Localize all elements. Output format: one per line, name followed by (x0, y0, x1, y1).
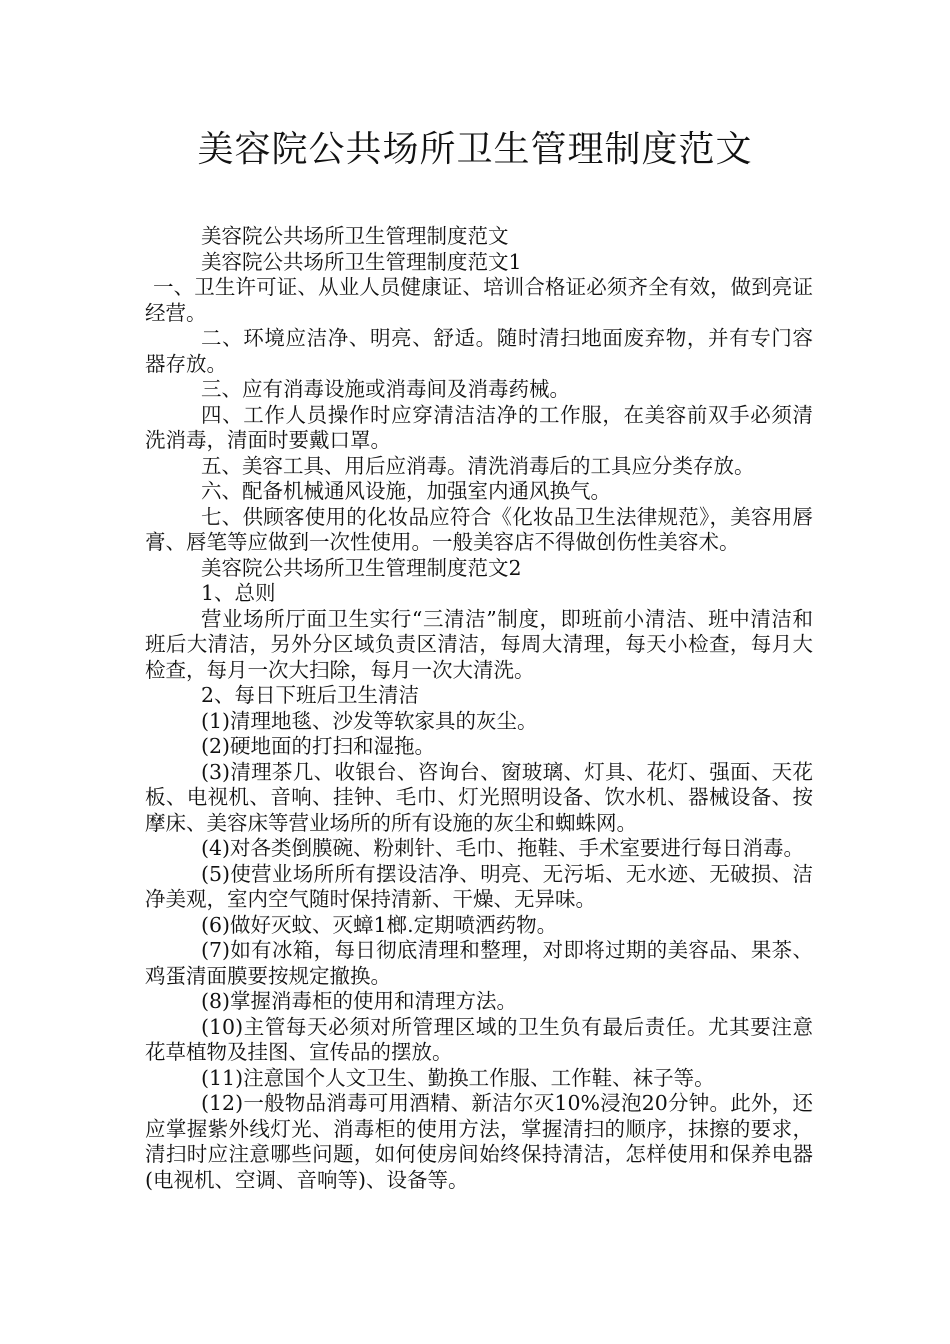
paragraph: 美容院公共场所卫生管理制度范文 (201, 224, 509, 248)
paragraph: 七、供顾客使用的化妆品应符合《化妆品卫生法律规范》，美容用唇膏、唇笔等应做到一次性使用。一般美容店不得做创伤性美容术。 (145, 504, 813, 554)
paragraph: (8)掌握消毒柜的使用和清理方法。 (201, 989, 518, 1013)
paragraph: (2)硬地面的打扫和湿拖。 (201, 734, 436, 758)
paragraph: (1)清理地毯、沙发等软家具的灰尘。 (201, 708, 538, 733)
paragraph: 二、环境应洁净、明亮、舒适。随时清扫地面废弃物，并有专门容器存放。 (145, 326, 813, 376)
paragraph: 六、配备机械通风设施，加强室内通风换气。 (201, 479, 611, 503)
paragraph: 1、总则 (201, 581, 276, 605)
paragraph: (12)一般物品消毒可用酒精、新洁尔灭10%浸泡20分钟。此外，还应掌握紫外线灯光、消毒柜的使用方法，掌握清扫的顺序，抹擦的要求，清扫时应注意哪些问题，如何使房间始终保持清洁，怎样使用和保养电器(电视机、空调、音响等)、设备等。 (145, 1091, 813, 1192)
paragraph: (7)如有冰箱，每日彻底清理和整理，对即将过期的美容品、果茶、鸡蛋清面膜要按规定撤换。 (145, 938, 813, 988)
paragraph: 营业场所厅面卫生实行“三清洁”制度，即班前小清洁、班中清洁和班后大清洁，另外分区域负责区清洁，每周大清理，每天小检查，每月大检查，每月一次大扫除，每月一次大清洗。 (145, 606, 813, 682)
paragraph: 美容院公共场所卫生管理制度范文2 (201, 555, 522, 580)
paragraph: 四、工作人员操作时应穿清洁洁净的工作服，在美容前双手必须清洗消毒，清面时要戴口罩。 (145, 402, 813, 452)
paragraph: (11)注意国个人文卫生、勤换工作服、工作鞋、袜子等。 (201, 1065, 715, 1090)
paragraph: (10)主管每天必须对所管理区域的卫生负有最后责任。尤其要注意花草植物及挂图、宣传品的摆放。 (145, 1014, 813, 1064)
paragraph: 一、卫生许可证、从业人员健康证、培训合格证必须齐全有效，做到亮证经营。 (145, 275, 813, 325)
document-title: 美容院公共场所卫生管理制度范文 (197, 129, 753, 170)
paragraph: (5)使营业场所所有摆设洁净、明亮、无污垢、无水迹、无破损、洁净美观，室内空气随时保持清新、干燥、无异味。 (145, 861, 813, 911)
paragraph: 2、每日下班后卫生清洁 (201, 683, 420, 707)
paragraph: (3)清理茶几、收银台、咨询台、窗玻璃、灯具、花灯、强面、天花板、电视机、音响、挂钟、毛巾、灯光照明设备、饮水机、器械设备、按摩床、美容床等营业场所的所有设施的灰尘和蜘蛛网。 (145, 759, 813, 835)
paragraph: 美容院公共场所卫生管理制度范文1 (201, 249, 522, 274)
document-body (145, 224, 813, 1193)
paragraph: 五、美容工具、用后应消毒。清洗消毒后的工具应分类存放。 (201, 453, 755, 478)
paragraph: (6)做好灭蚊、灭蟑1榔.定期喷洒药物。 (201, 912, 558, 937)
paragraph: 三、应有消毒设施或消毒间及消毒药械。 (201, 377, 570, 401)
paragraph: (4)对各类倒膜碗、粉刺针、毛巾、拖鞋、手术室要进行每日消毒。 (201, 836, 805, 860)
